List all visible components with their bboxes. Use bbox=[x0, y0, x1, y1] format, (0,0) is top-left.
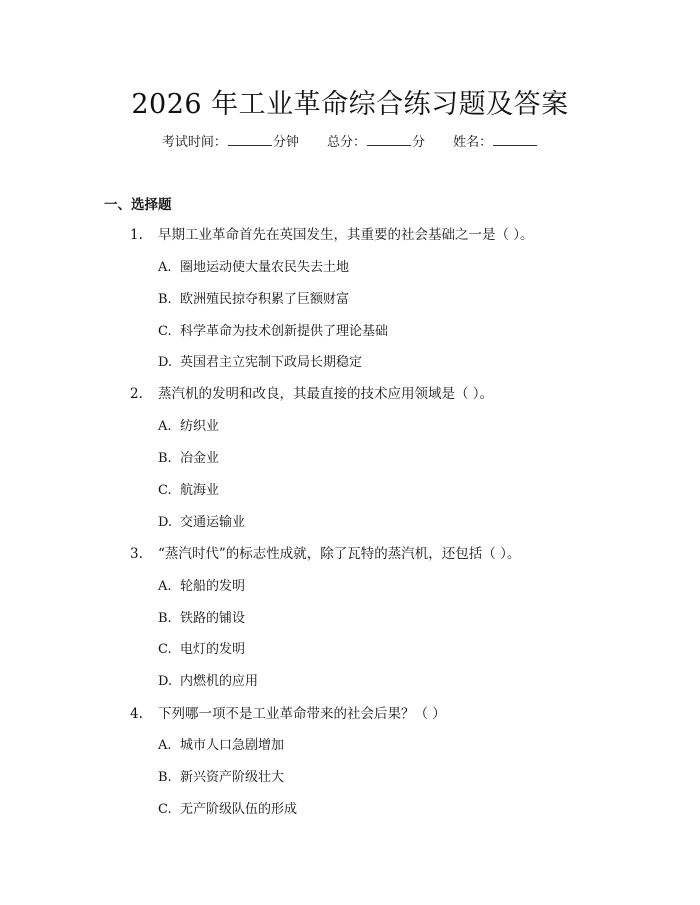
option-letter: B. bbox=[158, 611, 172, 626]
exam-time-unit: 分钟 bbox=[272, 135, 299, 150]
option-letter: C. bbox=[158, 324, 172, 339]
option-text: 欧洲殖民掠夺积累了巨额财富 bbox=[180, 292, 350, 307]
question-2-option-a bbox=[158, 415, 219, 434]
option-letter: C. bbox=[158, 642, 172, 657]
option-letter: D. bbox=[158, 674, 173, 689]
question-4-option-c bbox=[158, 798, 297, 817]
option-text: 无产阶级队伍的形成 bbox=[180, 802, 298, 817]
question-2-option-b bbox=[158, 447, 219, 466]
option-text: 铁路的铺设 bbox=[180, 611, 246, 626]
option-text: 科学革命为技术创新提供了理论基础 bbox=[180, 324, 389, 339]
option-letter: A. bbox=[158, 738, 172, 753]
question-text: 蒸汽机的发明和改良，其最直接的技术应用领域是（ ）。 bbox=[158, 386, 494, 402]
question-4-option-b bbox=[158, 766, 284, 785]
option-letter: C. bbox=[158, 483, 172, 498]
option-text: 电灯的发明 bbox=[180, 642, 246, 657]
question-2-option-d bbox=[158, 511, 245, 530]
option-letter: B. bbox=[158, 770, 172, 785]
option-text: 冶金业 bbox=[180, 451, 220, 466]
option-text: 航海业 bbox=[180, 483, 220, 498]
option-letter: A. bbox=[158, 579, 172, 594]
question-1 bbox=[130, 223, 534, 243]
option-letter: C. bbox=[158, 802, 172, 817]
question-1-option-b bbox=[158, 288, 349, 307]
option-letter: D. bbox=[158, 515, 173, 530]
exam-time-label: 考试时间： bbox=[161, 135, 227, 150]
total-score-unit: 分 bbox=[412, 135, 426, 150]
question-3-option-d bbox=[158, 670, 258, 689]
question-3-option-a bbox=[158, 575, 245, 594]
option-text: 圈地运动使大量农民失去土地 bbox=[180, 260, 350, 275]
student-name-label: 姓名： bbox=[453, 135, 493, 150]
exam-time-field bbox=[162, 131, 299, 150]
total-score-blank bbox=[367, 133, 411, 146]
question-2 bbox=[130, 382, 493, 402]
question-text: “蒸汽时代”的标志性成就，除了瓦特的蒸汽机，还包括（ ）。 bbox=[158, 546, 521, 562]
question-2-option-c bbox=[158, 479, 219, 498]
question-number: 4. bbox=[130, 706, 143, 722]
option-text: 轮船的发明 bbox=[180, 579, 246, 594]
question-1-option-d bbox=[158, 351, 362, 370]
option-letter: A. bbox=[158, 260, 172, 275]
option-text: 内燃机的应用 bbox=[180, 674, 259, 689]
question-number: 3. bbox=[130, 546, 143, 562]
option-letter: D. bbox=[158, 355, 173, 370]
student-name-field bbox=[453, 131, 538, 150]
exam-info-line bbox=[0, 131, 700, 150]
question-number: 2. bbox=[130, 386, 143, 402]
question-text: 早期工业革命首先在英国发生，其重要的社会基础之一是（ ）。 bbox=[158, 227, 534, 243]
section-heading: 一、选择题 bbox=[104, 197, 172, 213]
option-text: 纺织业 bbox=[180, 419, 220, 434]
exam-time-blank bbox=[228, 133, 272, 146]
question-number: 1. bbox=[130, 227, 143, 243]
page-title: 2026 年工业革命综合练习题及答案 bbox=[131, 89, 569, 120]
question-text: 下列哪一项不是工业革命带来的社会后果？（ ） bbox=[158, 706, 446, 722]
question-3 bbox=[130, 542, 520, 562]
option-letter: B. bbox=[158, 292, 172, 307]
option-text: 城市人口急剧增加 bbox=[180, 738, 285, 753]
total-score-label: 总分： bbox=[326, 135, 366, 150]
question-1-option-a bbox=[158, 256, 349, 275]
question-4-option-a bbox=[158, 734, 284, 753]
option-text: 英国君主立宪制下政局长期稳定 bbox=[180, 355, 363, 370]
question-1-option-c bbox=[158, 320, 388, 339]
student-name-blank bbox=[493, 133, 537, 146]
option-letter: A. bbox=[158, 419, 172, 434]
option-letter: B. bbox=[158, 451, 172, 466]
total-score-field bbox=[327, 131, 425, 150]
question-3-option-b bbox=[158, 607, 245, 626]
option-text: 交通运输业 bbox=[180, 515, 246, 530]
question-3-option-c bbox=[158, 638, 245, 657]
question-4 bbox=[130, 702, 446, 722]
option-text: 新兴资产阶级壮大 bbox=[180, 770, 285, 785]
